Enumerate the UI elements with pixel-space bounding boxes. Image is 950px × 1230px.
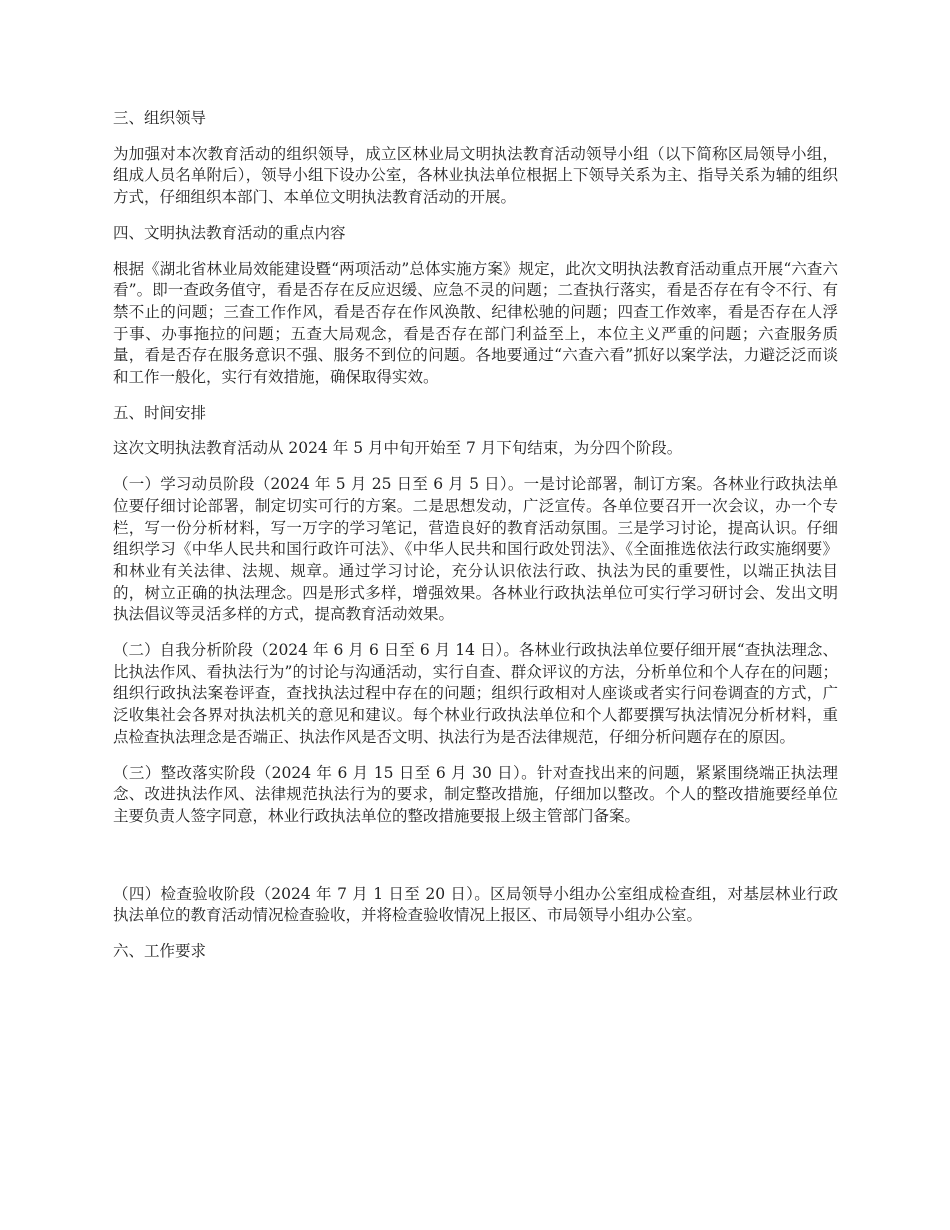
section-heading-organization: 三、组织领导: [113, 109, 207, 127]
paragraph-schedule-intro: 这次文明执法教育活动从 2024 年 5 月中旬开始至 7 月下旬结束，为分四个阶段。: [113, 439, 683, 458]
paragraph-stage-4: （四）检查验收阶段（2024 年 7 月 1 日至 20 日）。区局领导小组办公室组成检查组，对基层林业行政执法单位的教育活动情况检查验收，并将检查验收情况上报区、市局领导小组办公室。: [113, 884, 838, 925]
paragraph-stage-2: （二）自我分析阶段（2024 年 6 月 6 日至 6 月 14 日）。各林业行政执法单位要仔细开展“查执法理念、比执法作风、看执法行为”的讨论与沟通活动，实行自查、群众评议的方法，分析单位和个人存在的问题；组织行政执法案卷评查，查找执法过程中存在的问题；组织行政相对人座谈或者实行问卷调查的方式，广泛收集社会各界对执法机关的意见和建议。每个林业行政执法单位和个人都要撰写执法情况分析材料，重点检查执法理念是否端正、执法作风是否文明、执法行为是否法律规范，仔细分析问题存在的原因。: [113, 641, 838, 746]
document-page: [113, 108, 838, 977]
section-heading-requirements: 六、工作要求: [113, 942, 207, 961]
paragraph-key-content: 根据《湖北省林业局效能建设暨“两项活动”总体实施方案》规定，此次文明执法教育活动重点开展“六查六看”。即一查政务值守，看是否存在反应迟缓、应急不灵的问题；二查执行落实，看是否存在有令不行、有禁不止的问题；三查工作作风，看是否存在作风涣散、纪律松驰的问题；四查工作效率，看是否存在人浮于事、办事拖拉的问题；五查大局观念，看是否存在部门利益至上，本位主义严重的问题；六查服务质量，看是否存在服务意识不强、服务不到位的问题。各地要通过“六查六看”抓好以案学法，力避泛泛而谈和工作一般化，实行有效措施，确保取得实效。: [113, 259, 838, 387]
section-heading-key-content: 四、文明执法教育活动的重点内容: [113, 223, 346, 242]
paragraph-stage-3: （三）整改落实阶段（2024 年 6 月 15 日至 6 月 30 日）。针对查找出来的问题，紧紧围绕端正执法理念、改进执法作风、法律规范执法行为的要求，制定整改措施，仔细加以整改。个人的整改措施要经单位主要负责人签字同意，林业行政执法单位的整改措施要报上级主管部门备案。: [113, 763, 838, 825]
paragraph-organization: 为加强对本次教育活动的组织领导，成立区林业局文明执法教育活动领导小组（以下简称区局领导小组，组成人员名单附后），领导小组下设办公室，各林业执法单位根据上下领导关系为主、指导关系为辅的组织方式，仔细组织本部门、本单位文明执法教育活动的开展。: [113, 144, 838, 207]
paragraph-stage-1: （一）学习动员阶段（2024 年 5 月 25 日至 6 月 5 日）。一是讨论部署，制订方案。各林业行政执法单位要仔细讨论部署，制定切实可行的方案。二是思想发动，广泛宣传。各单位要召开一次会议，办一个专栏，写一份分析材料，写一万字的学习笔记，营造良好的教育活动氛围。三是学习讨论，提高认识。仔细组织学习《中华人民共和国行政许可法》、《中华人民共和国行政处罚法》、《全面推选依法行政实施纲要》和林业有关法律、法规、规章。通过学习讨论，充分认识依法行政、执法为民的重要性，以端正执法目的，树立正确的执法理念。四是形式多样，增强效果。各林业行政执法单位可实行学习研讨会、发出文明执法倡议等灵活多样的方式，提高教育活动效果。: [113, 475, 838, 624]
section-heading-schedule: 五、时间安排: [113, 403, 207, 422]
